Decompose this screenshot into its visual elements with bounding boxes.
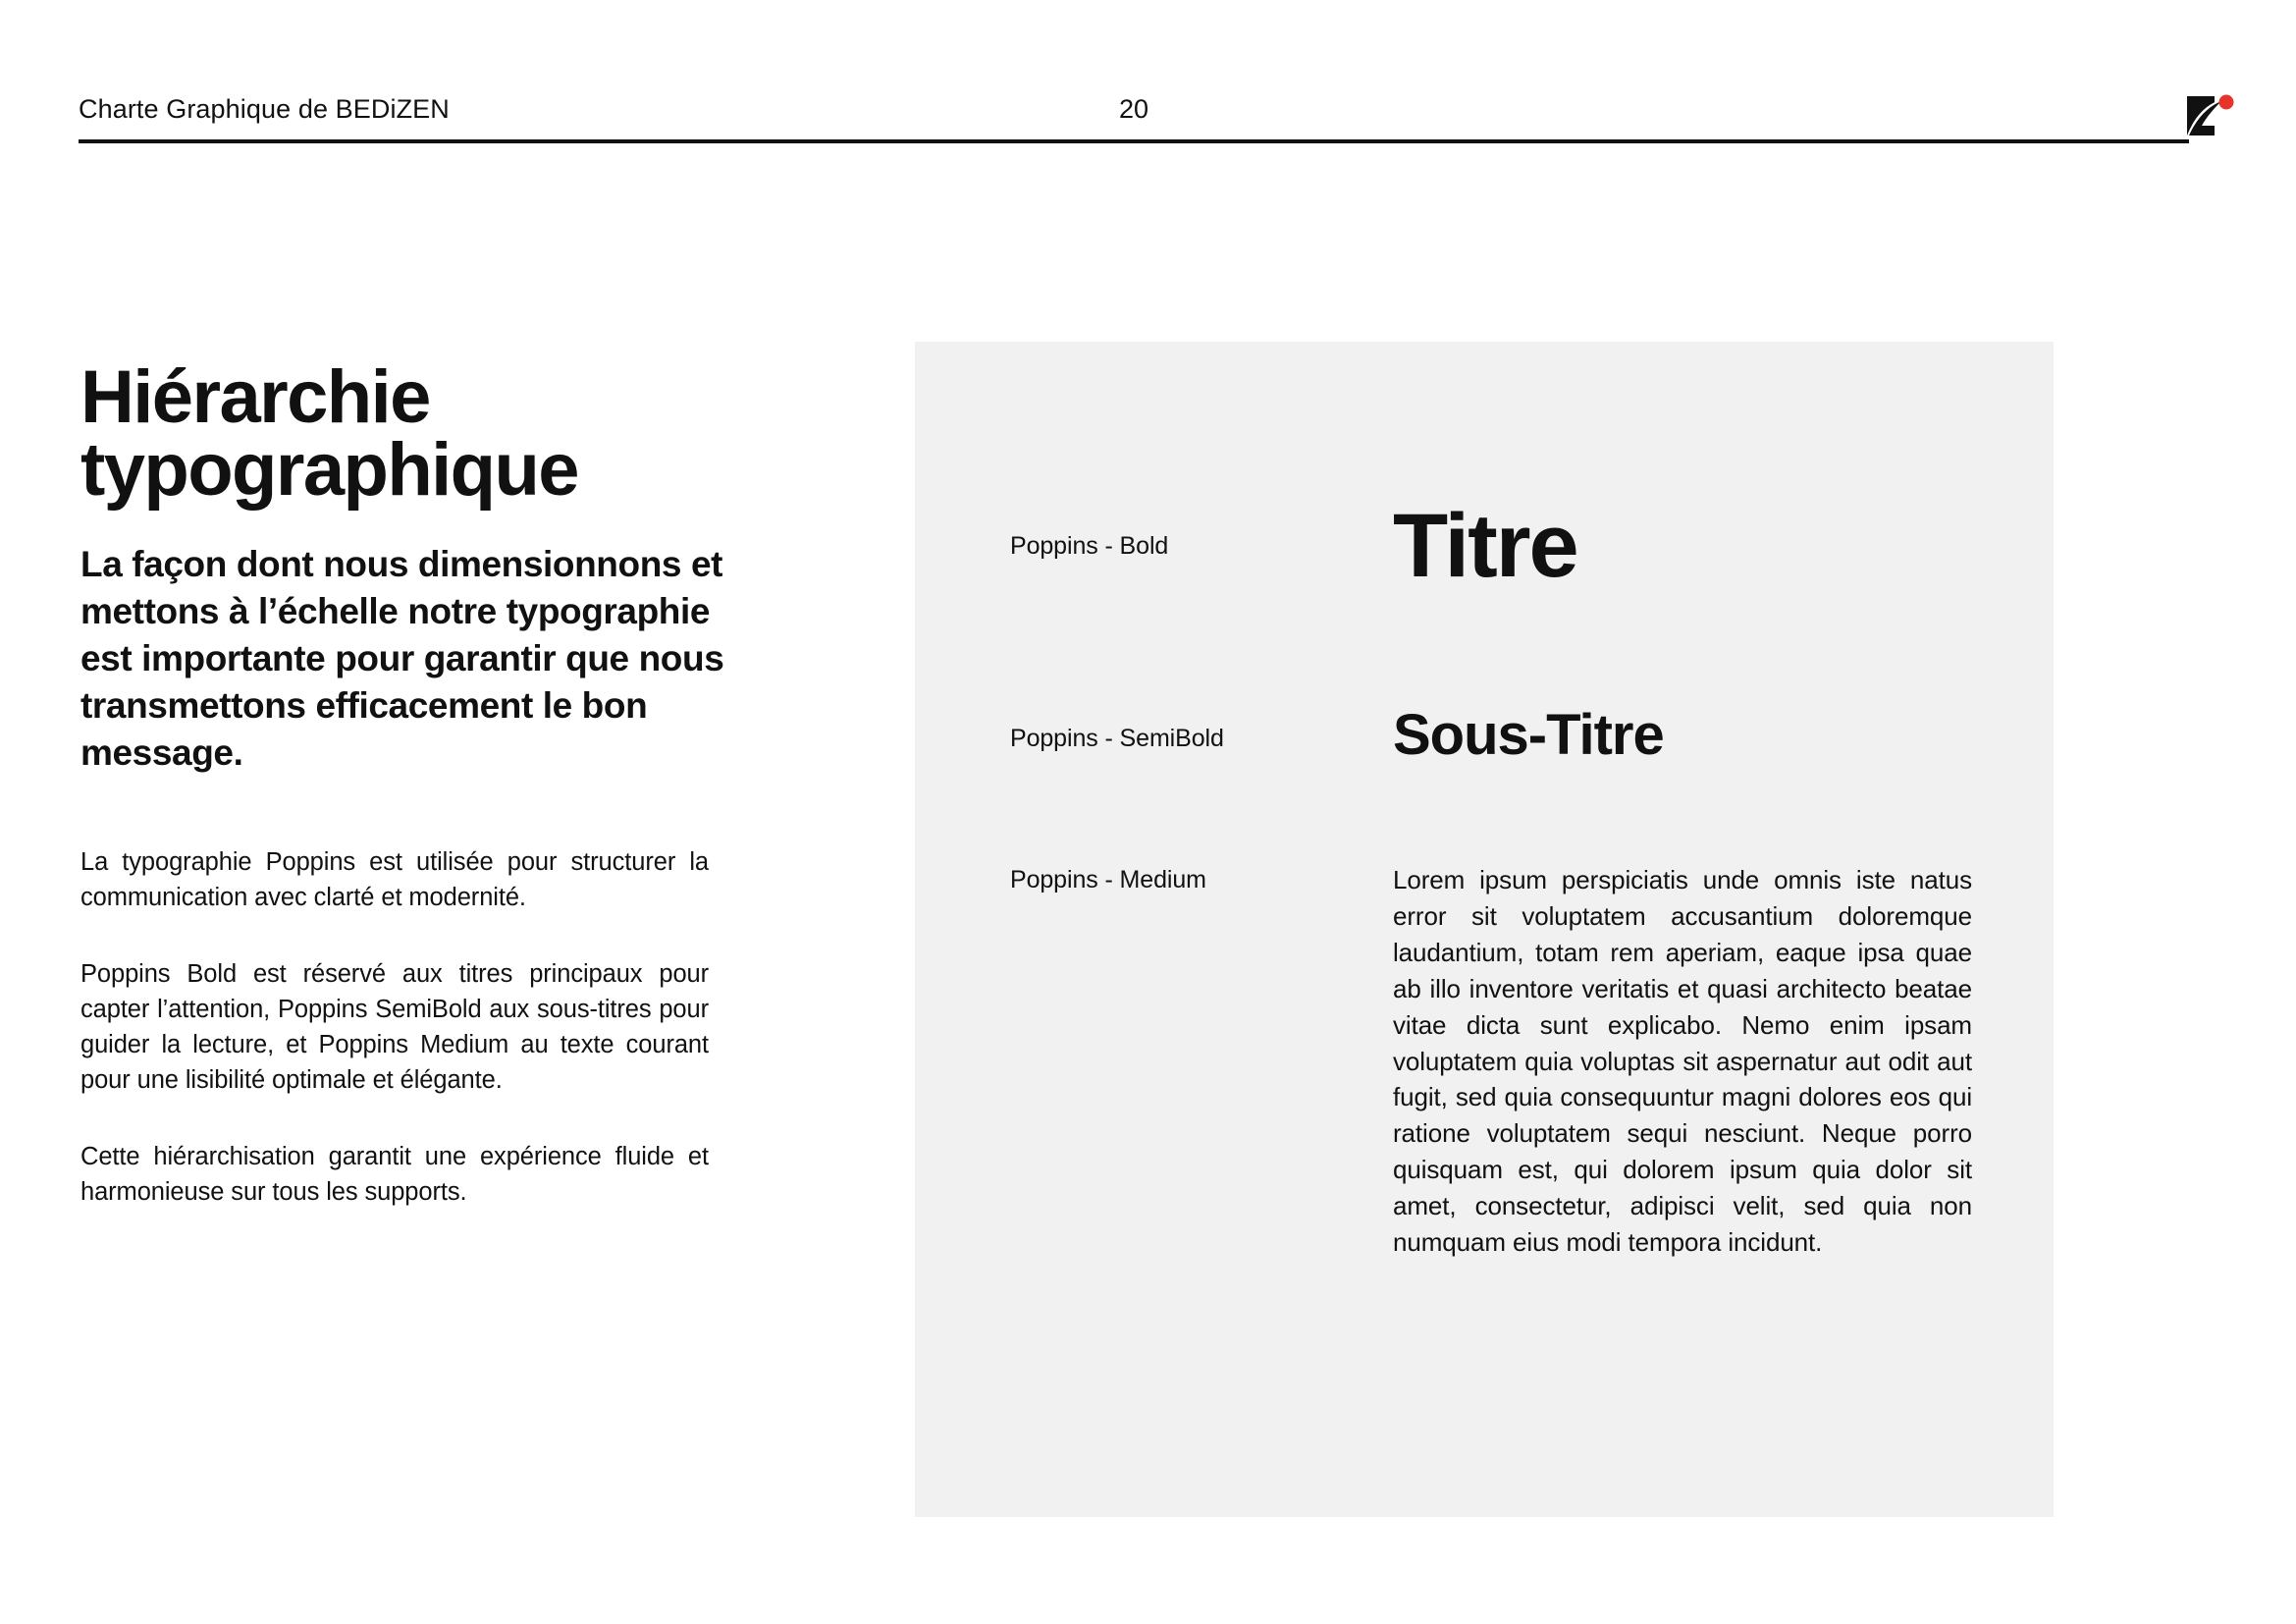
document-title: Charte Graphique de BEDiZEN [79,94,450,124]
page-title: Hiérarchie typographique [80,355,578,513]
weight-label-semibold: Poppins - SemiBold [1010,725,1224,752]
intro-lede: La façon dont nous dimensionnons et mettons à l’échelle notre typographie est importante pour garantir que nous transmettons efficacement le bon message. [80,543,724,774]
sample-subtitle: Sous-Titre [1393,703,1664,767]
weight-label-bold: Poppins - Bold [1010,532,1169,560]
specimen-row-medium [1010,862,1992,1261]
type-specimen-panel [915,342,2054,1517]
specimen-row-semibold [1010,703,1992,767]
body-paragraph-1: La typographie Poppins est utilisée pour structurer la communication avec clarté et modernité. [80,848,709,912]
header-divider [79,139,2189,143]
sample-body-text: Lorem ipsum perspiciatis unde omnis iste natus error sit voluptatem accusantium doloremque laudantium, totam rem aperiam, eaque ipsa quae ab illo inventore veritatis et quasi architecto beatae vitae dicta sunt explicabo. Nemo enim ipsam voluptatem quia voluptas sit aspernatur aut odit aut fugit, sed quia consequuntur magni dolores eos qui ratione voluptatem sequi nesciunt. Neque porro quisquam est, qui dolorem ipsum quia dolor sit amet, consectetur, adipisci velit, sed quia non numquam eius modi tempora incidunt. [1393,865,1972,1258]
page-number: 20 [1119,94,1149,124]
logo-dot [2219,95,2234,110]
body-paragraph-3: Cette hiérarchisation garantit une expérience fluide et harmonieuse sur tous les supports. [80,1143,709,1207]
header-row [79,94,2189,141]
sample-title: Titre [1393,496,1577,596]
logo-mark [2187,96,2221,135]
bedizen-logo [2181,92,2244,139]
page-header [79,94,2189,145]
left-column [80,355,768,1211]
weight-label-medium: Poppins - Medium [1010,866,1206,893]
specimen-row-bold [1010,496,1992,596]
body-paragraph-2: Poppins Bold est réservé aux titres principaux pour capter l’attention, Poppins SemiBold aux sous-titres pour guider la lecture, et Poppins Medium au texte courant pour une lisibilité optimale et élégante. [80,960,709,1095]
